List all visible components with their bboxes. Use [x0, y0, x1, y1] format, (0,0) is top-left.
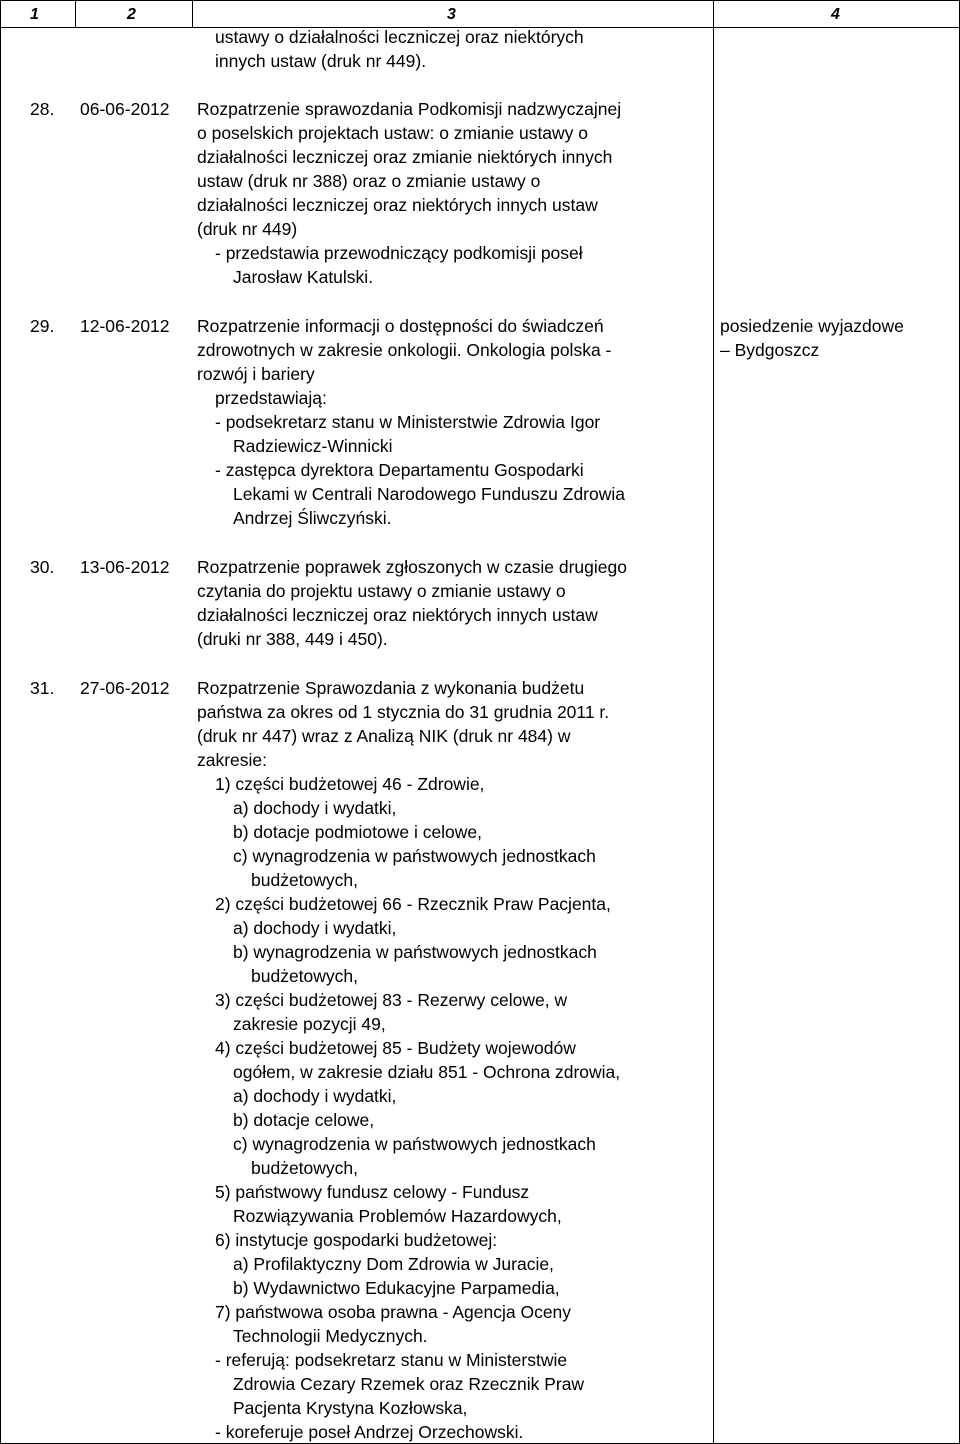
row-text-line: b) wynagrodzenia w państwowych jednostkach — [233, 942, 597, 962]
continuation-line: ustawy o działalności leczniczej oraz niektórych — [215, 27, 584, 47]
table-left-border — [0, 0, 1, 1444]
table-top-border — [0, 0, 960, 1]
row-number: 30. — [30, 557, 55, 577]
row-date: 13-06-2012 — [80, 557, 170, 577]
row-text-line: c) wynagrodzenia w państwowych jednostkach — [233, 846, 596, 866]
row-text-line: 6) instytucje gospodarki budżetowej: — [215, 1230, 498, 1250]
row-text-line: działalności leczniczej oraz niektórych innych ustaw — [197, 195, 598, 215]
row-text-line: Zdrowia Cezary Rzemek oraz Rzecznik Praw — [233, 1374, 585, 1394]
row-text-line: a) dochody i wydatki, — [233, 1086, 397, 1106]
row-text-line: 7) państwowa osoba prawna - Agencja Oceny — [215, 1302, 572, 1322]
row-date: 06-06-2012 — [80, 99, 170, 119]
col-divider-3 — [713, 0, 714, 1444]
row-text-line: - przedstawia przewodniczący podkomisji poseł — [215, 243, 583, 263]
row-text-line: Rozwiązywania Problemów Hazardowych, — [233, 1206, 562, 1226]
row-text-line: - koreferuje poseł Andrzej Orzechowski. — [215, 1422, 524, 1442]
row-text-line: przedstawiają: — [215, 388, 327, 408]
row-text-line: budżetowych, — [251, 966, 359, 986]
row-text-line: Rozpatrzenie sprawozdania Podkomisji nadzwyczajnej — [197, 99, 622, 119]
row-text-line: budżetowych, — [251, 1158, 359, 1178]
col-divider-2 — [192, 0, 193, 28]
row-text-line: Radziewicz-Winnicki — [233, 436, 393, 456]
header-col-2: 2 — [127, 6, 136, 23]
row-text-line: 3) części budżetowej 83 - Rezerwy celowe, w — [215, 990, 568, 1010]
col-divider-1 — [75, 0, 76, 28]
row-text-line: Andrzej Śliwczyński. — [233, 508, 392, 528]
row-text-line: Rozpatrzenie Sprawozdania z wykonania budżetu — [197, 678, 585, 698]
row-text-line: działalności leczniczej oraz niektórych innych ustaw — [197, 605, 598, 625]
row-text-line: a) Profilaktyczny Dom Zdrowia w Juracie, — [233, 1254, 554, 1274]
row-note-line: – Bydgoszcz — [720, 340, 820, 360]
row-text-line: czytania do projektu ustawy o zmianie ustawy o — [197, 581, 566, 601]
header-col-4: 4 — [831, 6, 840, 23]
row-text-line: (druk nr 447) wraz z Analizą NIK (druk nr 484) w — [197, 726, 571, 746]
row-text-line: 5) państwowy fundusz celowy - Fundusz — [215, 1182, 530, 1202]
row-text-line: 4) części budżetowej 85 - Budżety wojewodów — [215, 1038, 576, 1058]
row-text-line: państwa za okres od 1 stycznia do 31 grudnia 2011 r. — [197, 702, 610, 722]
row-text-line: budżetowych, — [251, 870, 359, 890]
row-text-line: a) dochody i wydatki, — [233, 798, 397, 818]
row-text-line: b) Wydawnictwo Edukacyjne Parpamedia, — [233, 1278, 560, 1298]
row-text-line: Rozpatrzenie informacji o dostępności do świadczeń — [197, 316, 604, 336]
row-text-line: zdrowotnych w zakresie onkologii. Onkologia polska - — [197, 340, 612, 360]
row-date: 12-06-2012 — [80, 316, 170, 336]
row-text-line: - referują: podsekretarz stanu w Ministerstwie — [215, 1350, 568, 1370]
row-text-line: c) wynagrodzenia w państwowych jednostkach — [233, 1134, 596, 1154]
row-date: 27-06-2012 — [80, 678, 170, 698]
row-text-line: ustaw (druk nr 388) oraz o zmianie ustawy o — [197, 171, 541, 191]
row-text-line: (druk nr 449) — [197, 219, 298, 239]
header-col-3: 3 — [447, 6, 456, 23]
row-text-line: 1) części budżetowej 46 - Zdrowie, — [215, 774, 485, 794]
row-text-line: - podsekretarz stanu w Ministerstwie Zdrowia Igor — [215, 412, 601, 432]
row-text-line: rozwój i bariery — [197, 364, 315, 384]
row-number: 31. — [30, 678, 55, 698]
row-number: 28. — [30, 99, 55, 119]
row-text-line: Jarosław Katulski. — [233, 267, 374, 287]
header-col-1: 1 — [30, 6, 39, 23]
row-text-line: b) dotacje celowe, — [233, 1110, 375, 1130]
row-text-line: zakresie: — [197, 750, 268, 770]
row-number: 29. — [30, 316, 55, 336]
row-text-line: (druki nr 388, 449 i 450). — [197, 629, 388, 649]
row-text-line: - zastępca dyrektora Departamentu Gospodarki — [215, 460, 584, 480]
row-text-line: działalności leczniczej oraz zmianie niektórych innych — [197, 147, 613, 167]
row-text-line: Pacjenta Krystyna Kozłowska, — [233, 1398, 468, 1418]
row-text-line: Lekami w Centrali Narodowego Funduszu Zdrowia — [233, 484, 625, 504]
row-text-line: 2) części budżetowej 66 - Rzecznik Praw Pacjenta, — [215, 894, 611, 914]
row-text-line: Rozpatrzenie poprawek zgłoszonych w czasie drugiego — [197, 557, 627, 577]
continuation-line: innych ustaw (druk nr 449). — [215, 51, 427, 71]
row-text-line: zakresie pozycji 49, — [233, 1014, 386, 1034]
row-text-line: Technologii Medycznych. — [233, 1326, 428, 1346]
row-text-line: a) dochody i wydatki, — [233, 918, 397, 938]
row-text-line: ogółem, w zakresie działu 851 - Ochrona zdrowia, — [233, 1062, 621, 1082]
row-text-line: b) dotacje podmiotowe i celowe, — [233, 822, 483, 842]
row-text-line: o poselskich projektach ustaw: o zmianie ustawy o — [197, 123, 589, 143]
row-note-line: posiedzenie wyjazdowe — [720, 316, 904, 336]
